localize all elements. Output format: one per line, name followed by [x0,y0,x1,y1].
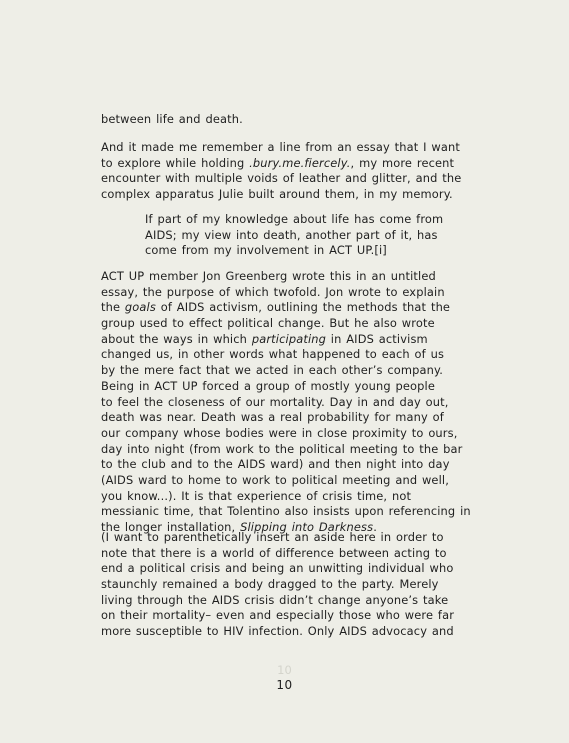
text-segment: to explore while holding [101,155,250,170]
text-line: Being in ACT UP forced a group of mostly young people [101,378,436,393]
text-line: between life and death. [101,112,243,126]
emphasis: participating [251,331,327,346]
text-line: our company whose bodies were in close proximity to ours, [101,425,458,440]
artwork-title: Slipping into Darkness [240,520,374,534]
text-line [101,156,481,172]
text-line: messianic time, that Tolentino also insists upon referencing in [101,504,471,519]
text-line: changed us, in other words what happened to each of us [101,347,445,362]
emphasis: goals [124,300,156,315]
text-line: living through the AIDS crisis didn’t change anyone’s take [101,592,449,607]
block-quote [145,212,455,259]
page-number-ghost: 10 [277,663,292,677]
text-line: death was near. Death was a real probability for many of [101,410,444,425]
text-line: complex apparatus Julie built around them, in my memory. [101,187,453,202]
text-line: And it made me remember a line from an essay that I want [101,140,461,154]
text-line: you know...). It is that experience of crisis time, not [101,488,412,503]
text-segment: the longer installation, [101,520,241,534]
paragraph-2 [101,269,481,536]
text-segment: , my more recent [350,155,455,170]
text-line: to feel the closeness of our mortality. Day in and day out, [101,394,449,409]
text-line: day into night (from work to the political meeting to the bar [101,441,463,456]
page-number: 10 [276,678,293,692]
text-line: more susceptible to HIV infection. Only AIDS advocacy and [101,624,454,639]
text-line: note that there is a world of difference between acting to [101,545,447,560]
text-line: (AIDS ward to home to work to political meeting and well, [101,472,449,487]
paragraph-3 [101,530,481,640]
quote-line: AIDS; my view into death, another part of it, has [145,227,438,242]
text-line: (I want to parenthetically insert an aside here in order to [101,530,444,544]
text-segment: the [101,300,125,315]
text-line: end a political crisis and being an unwitting individual who [101,561,454,576]
text-line: ACT UP member Jon Greenberg wrote this in an untitled [101,269,436,283]
text-segment: of AIDS activism, outlining the methods that the [155,300,451,315]
paragraph-1 [101,140,481,203]
text-line: encounter with multiple voids of leather and glitter, and the [101,171,462,186]
text-line [101,300,481,316]
paragraph-0 [101,112,481,128]
text-line: to the club and to the AIDS ward) and then night into day [101,457,450,472]
text-line: staunchly remained a body dragged to the party. Merely [101,577,439,592]
text-line: by the mere fact that we acted in each other’s company. [101,363,444,378]
quote-line: come from my involvement in ACT UP.[i] [145,243,387,258]
text-segment: about the ways in which [101,331,252,346]
text-line [101,332,481,348]
text-line: group used to effect political change. But he also wrote [101,316,435,331]
text-segment: . [373,520,377,534]
quote-line: If part of my knowledge about life has come from [145,212,444,226]
text-line: on their mortality– even and especially those who were far [101,608,455,623]
text-segment: in AIDS activism [326,331,428,346]
artwork-title: .bury.me.fiercely. [249,155,351,170]
text-line: essay, the purpose of which twofold. Jon wrote to explain [101,284,445,299]
